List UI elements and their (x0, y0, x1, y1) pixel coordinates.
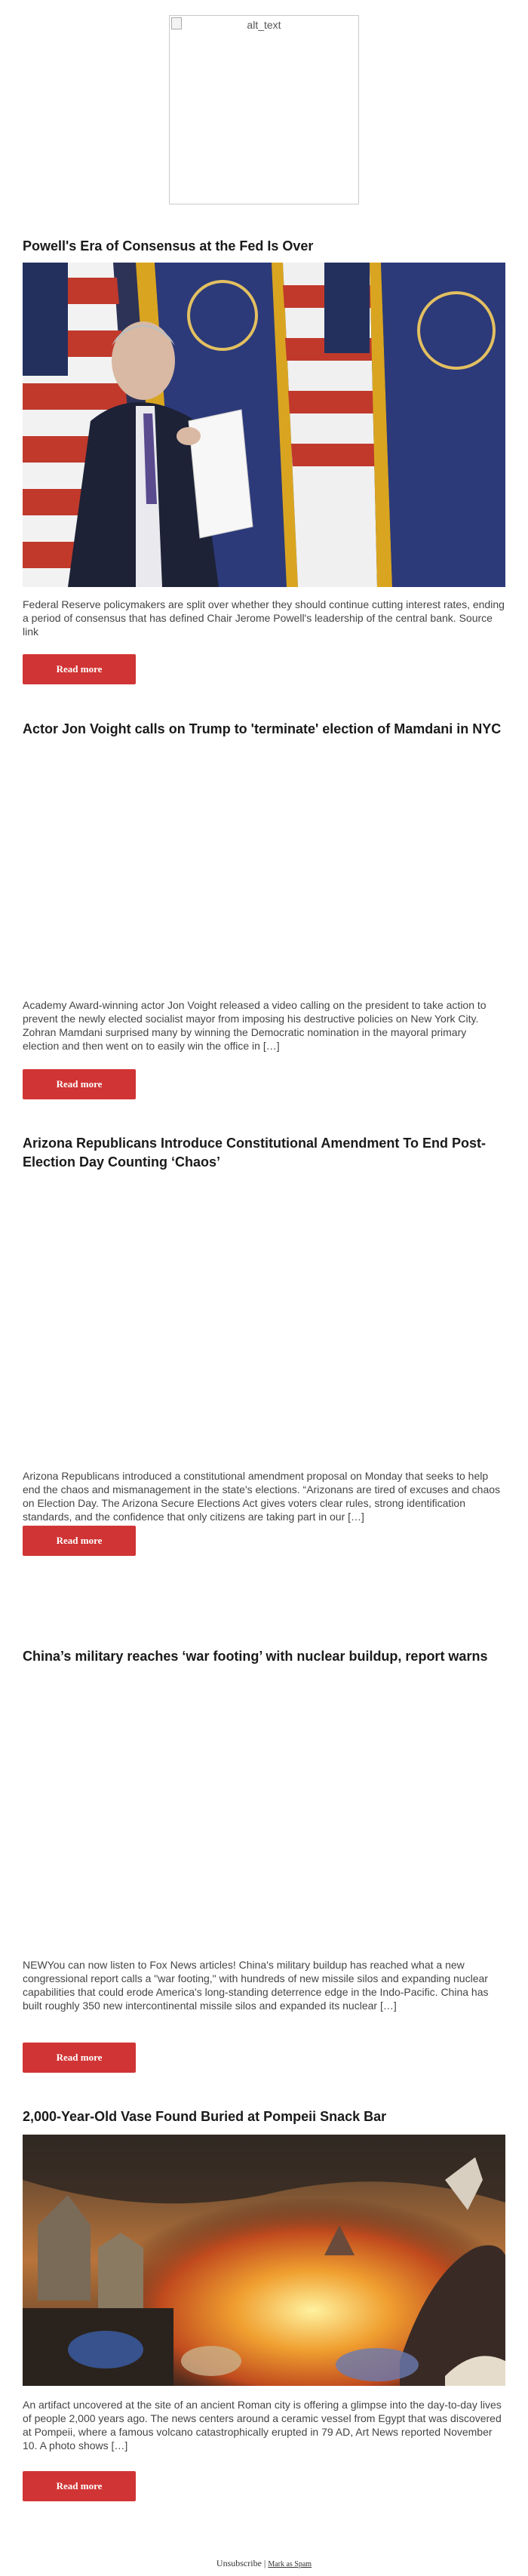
mark-as-spam-link[interactable]: Mark as Spam (268, 2560, 312, 2568)
header-logo-image (169, 15, 359, 204)
article-image[interactable] (23, 2135, 505, 2386)
footer (0, 2558, 528, 2569)
article-title[interactable]: China’s military reaches ‘war footing’ with nuclear buildup, report warns (23, 1649, 488, 1664)
read-more-button[interactable]: Read more (23, 2471, 136, 2501)
footer-separator: | (263, 2558, 266, 2568)
read-more-button[interactable]: Read more (23, 1526, 136, 1556)
article-summary: Federal Reserve policymakers are split over whether they should continue cutting interest rates, ending a period of consensus that has defined Chair Jerome Powell's leadership of the central bank. Source link (23, 598, 505, 638)
article-summary: Arizona Republicans introduced a constitutional amendment proposal on Monday that seeks to help end the chaos and mismanagement in the state's elections. “Arizonans are tired of excuses and chaos on Election Day. The Arizona Secure Elections Act gives voters clear rules, strong identification standards, and the confidence that only citizens are taking part in our […] (23, 1470, 501, 1523)
article-image[interactable] (23, 747, 505, 996)
read-more-button[interactable]: Read more (23, 654, 136, 684)
broken-image-icon (171, 17, 182, 29)
article-title[interactable]: 2,000-Year-Old Vase Found Buried at Pompeii Snack Bar (23, 2109, 387, 2124)
unsubscribe-link[interactable]: Unsubscribe (216, 2558, 262, 2568)
article-image[interactable] (23, 1675, 505, 1954)
read-more-button[interactable]: Read more (23, 2043, 136, 2073)
logo-alt-text: alt_text (247, 19, 281, 31)
article-title[interactable]: Powell's Era of Consensus at the Fed Is Over (23, 238, 314, 254)
article-image[interactable] (23, 1177, 505, 1464)
article-title[interactable]: Actor Jon Voight calls on Trump to 'terminate' election of Mamdani in NYC (23, 721, 502, 736)
article-title[interactable]: Arizona Republicans Introduce Constitutional Amendment To End Post-Election Day Counting ‘Chaos’ (23, 1136, 487, 1170)
article-summary: NEWYou can now listen to Fox News articles! China's military buildup has reached what a new congressional report calls a "war footing," with hundreds of new missile silos and expanding nuclear capabilities that could erode America's long-standing deterrence edge in the Indo-Pacific. China has built roughly 350 new intercontinental missile silos and expanded its nuclear […] (23, 1959, 489, 2012)
article-image[interactable] (23, 263, 505, 587)
article-summary: Academy Award-winning actor Jon Voight released a video calling on the president to take action to prevent the newly elected socialist mayor from imposing his destructive policies on New York City. Zohran Mamdani surprised many by winning the Democratic nomination in the mayoral primary election and then went on to easily win the office in […] (23, 999, 487, 1052)
read-more-button[interactable]: Read more (23, 1069, 136, 1099)
article-summary: An artifact uncovered at the site of an ancient Roman city is offering a glimpse into the day-to-day lives of people 2,000 years ago. The news centers around a ceramic vessel from Egypt that was discovered at Pompeii, where a famous volcano catastrophically erupted in 79 AD, Art News reported November 10. A photo shows […] (23, 2399, 502, 2452)
